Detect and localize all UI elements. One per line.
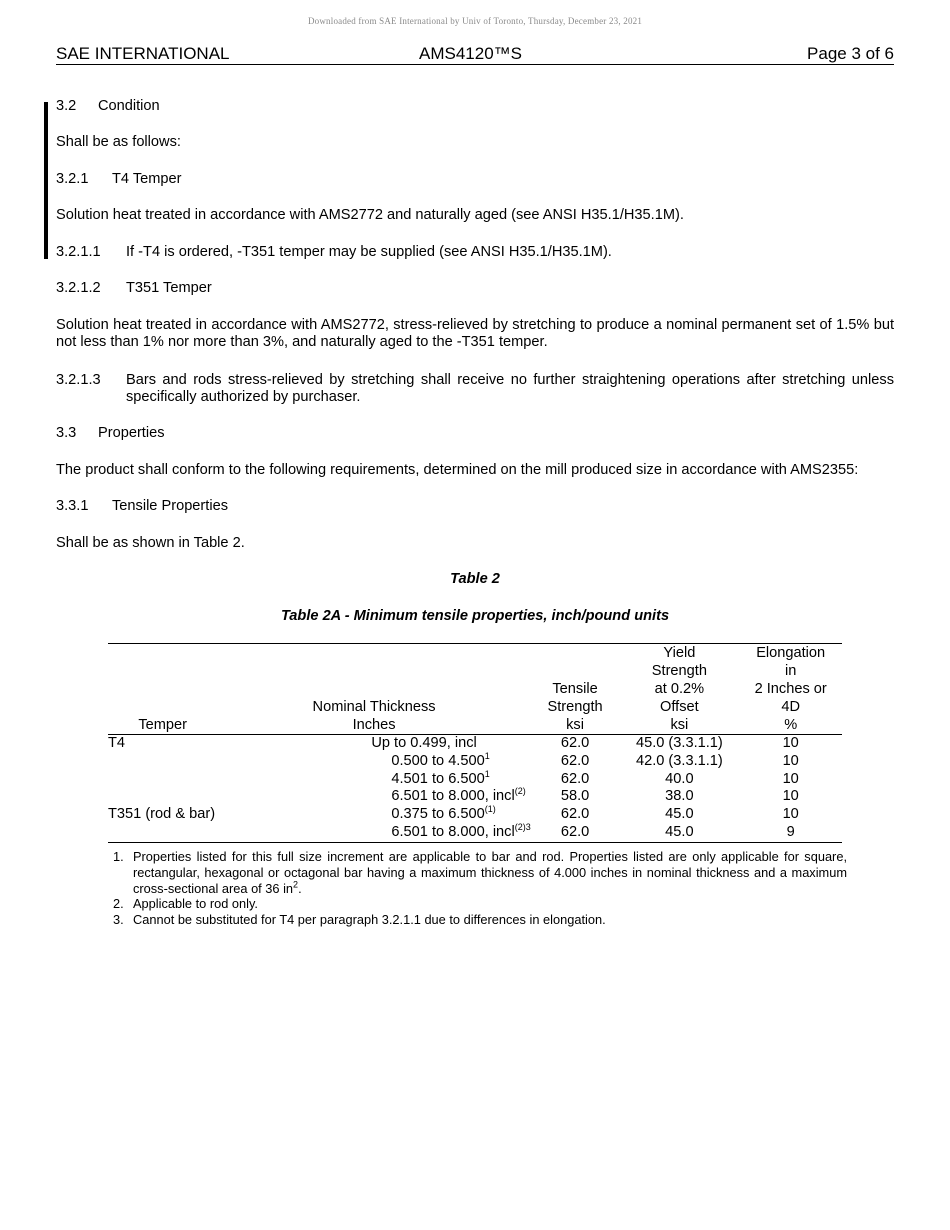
cell-temper	[108, 824, 217, 842]
cell-thickness: 0.500 to 4.500$^1$	[391, 750, 490, 769]
heading-3-2-1: 3.2.1 T4 Temper	[56, 171, 182, 187]
table-row	[108, 806, 842, 824]
cell-yield: 45.0	[665, 823, 694, 840]
table-row	[108, 788, 842, 806]
cell-elongation: 10	[782, 752, 799, 769]
cell-yield: 38.0	[665, 788, 694, 805]
table-footnotes	[113, 849, 847, 928]
cell-tensile: 62.0	[560, 770, 590, 787]
paragraph-3-2-1-3: 3.2.1.3 Bars and rods stress-relieved by stretching shall receive no further straightening operations after stretching unless specifically authorized by purchaser.	[56, 372, 894, 405]
cell-tensile: 62.0	[560, 823, 590, 840]
cell-yield: 40.0	[665, 770, 694, 787]
footnote: 2. Applicable to rod only.	[113, 896, 258, 912]
cell-thickness: 6.501 to 8.000, incl$^{(2)3}$	[391, 822, 531, 840]
header-thickness: Nominal Thickness Inches	[312, 699, 436, 733]
paragraph-3-3: The product shall conform to the following requirements, determined on the mill produced size in accordance with AMS2355:	[56, 462, 859, 478]
cell-tensile: 58.0	[560, 788, 590, 805]
cell-elongation: 10	[782, 770, 799, 787]
table-header-row	[108, 644, 842, 735]
tensile-properties-table	[108, 643, 842, 843]
heading-3-3: 3.3 Properties	[56, 425, 165, 441]
cell-yield: 45.0	[665, 806, 694, 823]
cell-elongation: 10	[782, 806, 799, 823]
cell-elongation: 9	[786, 823, 795, 840]
paragraph-3-2-1: Solution heat treated in accordance with AMS2772 and naturally aged (see ANSI H35.1/H35.1M).	[56, 207, 684, 223]
cell-temper	[108, 788, 217, 806]
cell-thickness: 4.501 to 6.500$^1$	[391, 768, 490, 787]
cell-temper: T351 (rod & bar)	[108, 806, 216, 823]
table-title: Table 2	[450, 571, 500, 587]
cell-thickness: 0.375 to 6.500$^{(1)}$	[391, 804, 496, 823]
table-row	[108, 753, 842, 771]
cell-tensile: 62.0	[560, 752, 590, 769]
paragraph-3-2-1-2: Solution heat treated in accordance with AMS2772, stress-relieved by stretching to produce a nominal permanent set of 1.5% but not less than 1% nor more than 3%, and naturally aged to the -T351 temper.	[56, 317, 894, 350]
cell-temper	[108, 753, 217, 771]
cell-elongation: 10	[782, 735, 799, 751]
cell-elongation: 10	[782, 788, 799, 805]
paragraph-3-2: Shall be as follows:	[56, 134, 181, 150]
header-elongation: Elongation in 2 Inches or 4D %	[754, 645, 827, 733]
paragraph-3-3-1: Shall be as shown in Table 2.	[56, 535, 245, 551]
header-yield: Yield Strength at 0.2% Offset ksi	[651, 645, 707, 733]
heading-3-2-1-2: 3.2.1.2 T351 Temper	[56, 280, 212, 296]
header-tensile: Tensile Strength ksi	[547, 681, 603, 733]
page-header	[56, 44, 894, 65]
table-row	[108, 824, 842, 842]
cell-thickness: Up to 0.499, incl	[371, 735, 477, 751]
cell-yield: 42.0 (3.3.1.1)	[635, 752, 723, 769]
table-row	[108, 735, 842, 753]
cell-thickness: 6.501 to 8.000, incl$^{(2)}$	[391, 786, 526, 805]
table-subtitle: Table 2A - Minimum tensile properties, inch/pound units	[280, 608, 670, 624]
heading-3-2: 3.2 Condition	[56, 98, 160, 114]
revision-change-bar	[44, 102, 48, 259]
table-row	[108, 771, 842, 789]
header-doc-id: AMS4120™S	[419, 44, 522, 63]
cell-yield: 45.0 (3.3.1.1)	[635, 735, 723, 751]
header-temper: Temper	[138, 717, 188, 733]
footnote: 1. Properties listed for this full size increment are applicable to bar and rod. Properties listed are only applicable for square, rectangular, hexagonal or octagonal bar having a maximum thickness of 4.000 inches in nominal thickness and a maximum cross-sectional area of 36 $in^2$.	[113, 849, 847, 896]
heading-3-3-1: 3.3.1 Tensile Properties	[56, 498, 228, 514]
header-org: SAE INTERNATIONAL	[56, 44, 230, 63]
cell-tensile: 62.0	[560, 735, 590, 751]
cell-temper: T4	[108, 735, 126, 751]
cell-tensile: 62.0	[560, 806, 590, 823]
paragraph-3-2-1-1: 3.2.1.1 If -T4 is ordered, -T351 temper may be supplied (see ANSI H35.1/H35.1M).	[56, 244, 612, 260]
download-watermark: Downloaded from SAE International by Univ of Toronto, Thursday, December 23, 2021	[307, 16, 643, 26]
header-page-number: Page 3 of 6	[807, 44, 894, 63]
cell-temper	[108, 771, 217, 789]
footnote: 3. Cannot be substituted for T4 per paragraph 3.2.1.1 due to differences in elongation.	[113, 912, 606, 928]
